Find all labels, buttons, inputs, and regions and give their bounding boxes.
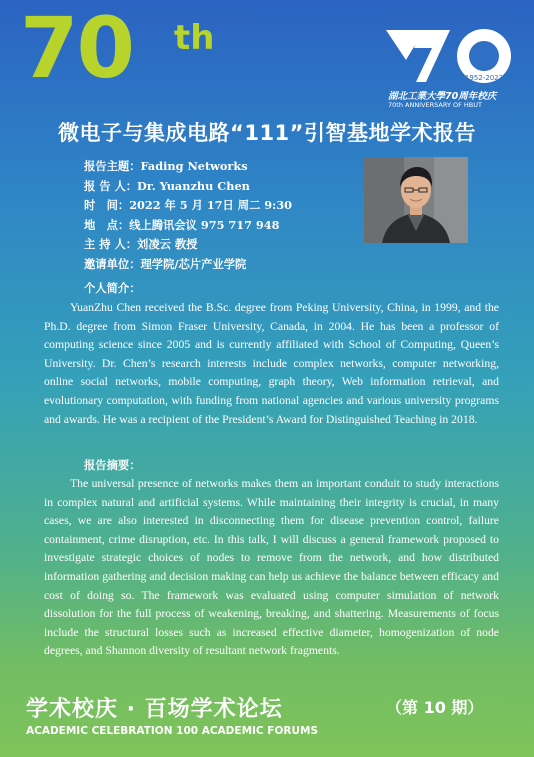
talk-topic: 报告主题：Fading Networks [84, 159, 248, 173]
talk-info [84, 157, 354, 275]
bio-text: YuanZhu Chen received the B.Sc. degree from Peking University, China, in 1999, and the Ph.D. degree from Simon Fraser University, Canada, in 2004. He has been a professor of computing science since 2005 and is currently affiliated with School of Computing, Queen’s University. Dr. Chen’s research interests include complex networks, computer networking, online social networks, mobile computing, graph theory, Web information retrieval, and evolutionary computation, with funding from national agencies and various university programs and awards. He was a recipient of the President’s Award for Distinguished Teaching in 2018. [44, 301, 499, 426]
speaker-photo [364, 157, 468, 243]
forum-series-english: ACADEMIC CELEBRATION 100 ACADEMIC FORUMS [26, 725, 319, 737]
bio-heading: 个人简介： [84, 281, 141, 295]
logo-seven-shape [414, 30, 450, 82]
hbut-70-logo [386, 26, 516, 86]
talk-host: 主 持 人：刘凌云 教授 [84, 237, 198, 252]
logo-english-name: 70th ANNIVERSARY OF HBUT [388, 101, 482, 109]
abstract-text: The universal presence of networks makes them an important conduit to study interactions in complex natural and artificial systems. While maintaining their integrity is crucial, in many cases, we are also interested in disconnecting them for disease prevention control, failure containment, crime disruption, etc. In this talk, I will discuss a general framework proposed to investigate strategic choices of nodes to remove from the network, and how distributed information gathering and decision making can help us achieve the balance between efficacy and cost of doing so. The framework was evaluated using computer simulation of network dissolution for the full process of weakening, breaking, and shattering. Measurements of focus include the structural losses such as increased effective diameter, homogenization of node degrees, and Shannon diversity of resultant network fragments. [44, 477, 499, 658]
logo-years: 1952-2022 [464, 74, 504, 82]
talk-speaker: 报 告 人：Dr. Yuanzhu Chen [84, 178, 250, 193]
logo-chinese-name: 湖北工業大學70周年校庆 [388, 91, 497, 102]
talk-location: 地 点：线上腾讯会议 975 717 948 [84, 217, 280, 232]
speaker-portrait-icon [364, 157, 468, 243]
anniversary-number: 70 [20, 0, 133, 97]
forum-issue-number: （第 10 期） [386, 698, 484, 717]
anniversary-suffix: th [174, 18, 215, 58]
page-title: 微电子与集成电路“111”引智基地学术报告 [58, 121, 476, 145]
talk-time: 时 间：2022 年 5 月 17日 周二 9:30 [84, 198, 293, 213]
forum-series-title: 学术校庆 · 百场学术论坛 [26, 697, 283, 722]
abstract-heading: 报告摘要： [84, 458, 141, 472]
talk-invited-by: 邀请单位：理学院/芯片产业学院 [84, 256, 247, 271]
logo-zero-hole [469, 41, 499, 71]
